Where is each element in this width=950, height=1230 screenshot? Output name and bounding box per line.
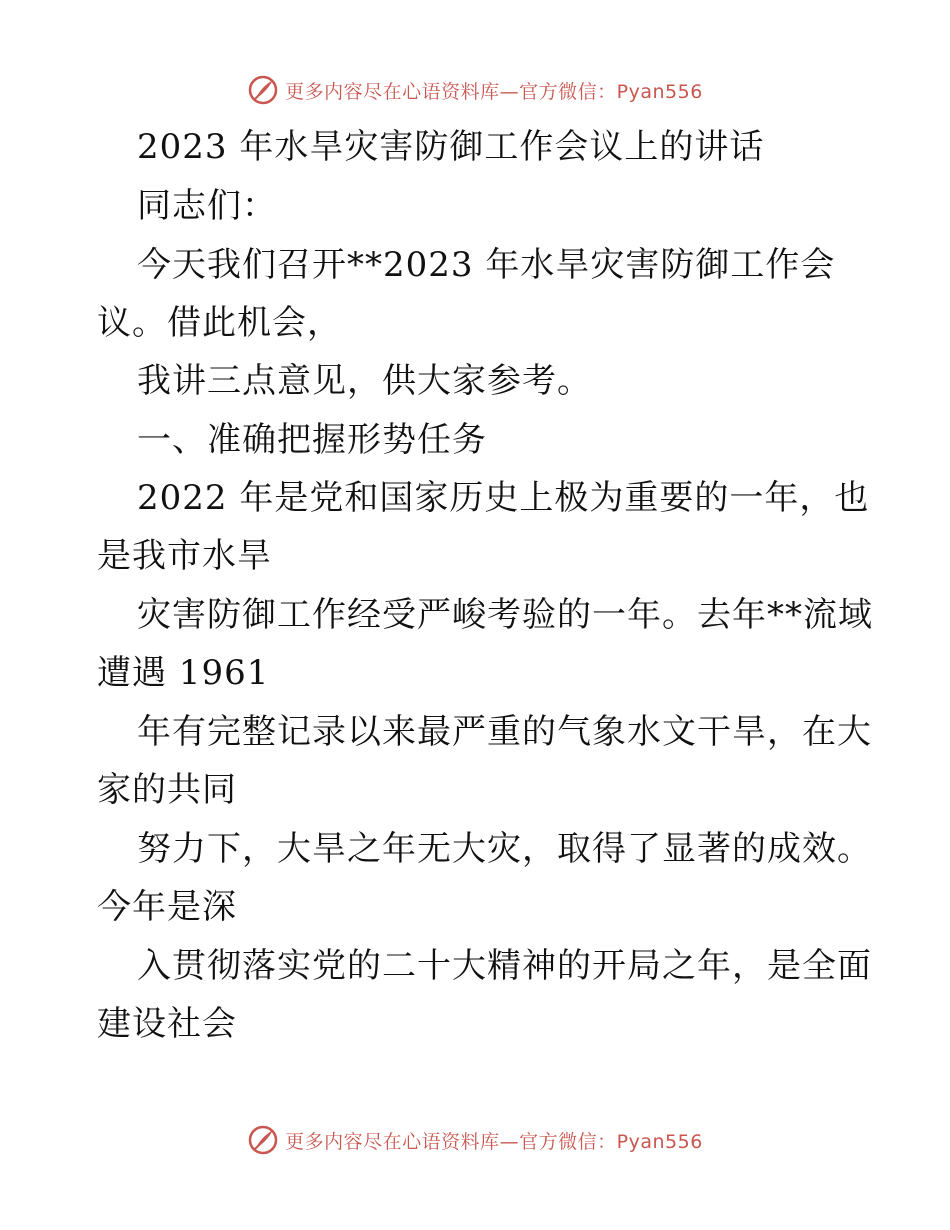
paragraph-line: 家的共同 bbox=[97, 770, 237, 810]
paragraph-line: 2022 年是党和国家历史上极为重要的一年，也 bbox=[137, 478, 870, 518]
watermark-text: 更多内容尽在心语资料库—官方微信：Pyan556 bbox=[285, 1130, 703, 1153]
watermark-text: 更多内容尽在心语资料库—官方微信：Pyan556 bbox=[285, 80, 703, 103]
paragraph-line: 入贯彻落实党的二十大精神的开局之年，是全面 bbox=[137, 946, 872, 986]
quill-logo-icon bbox=[247, 74, 279, 106]
paragraph-line: 遭遇 1961 bbox=[97, 653, 270, 693]
paragraph-line: 建设社会 bbox=[97, 1004, 237, 1044]
footer-watermark bbox=[0, 1120, 950, 1160]
section-heading: 一、准确把握形势任务 bbox=[137, 420, 487, 460]
document-title: 2023 年水旱灾害防御工作会议上的讲话 bbox=[137, 127, 765, 167]
salutation: 同志们： bbox=[137, 186, 277, 226]
paragraph-line: 今年是深 bbox=[97, 887, 237, 927]
paragraph-line: 今天我们召开**2023 年水旱灾害防御工作会 bbox=[137, 245, 836, 285]
paragraph-line: 灾害防御工作经受严峻考验的一年。去年**流域 bbox=[137, 595, 873, 635]
header-watermark bbox=[0, 70, 950, 110]
paragraph-line: 议。借此机会， bbox=[97, 303, 342, 343]
paragraph-line: 努力下，大旱之年无大灾，取得了显著的成效。 bbox=[137, 829, 872, 869]
paragraph-line: 我讲三点意见，供大家参考。 bbox=[137, 361, 592, 401]
paragraph-line: 是我市水旱 bbox=[97, 536, 272, 576]
quill-logo-icon bbox=[247, 1124, 279, 1156]
paragraph-line: 年有完整记录以来最严重的气象水文干旱，在大 bbox=[137, 712, 872, 752]
